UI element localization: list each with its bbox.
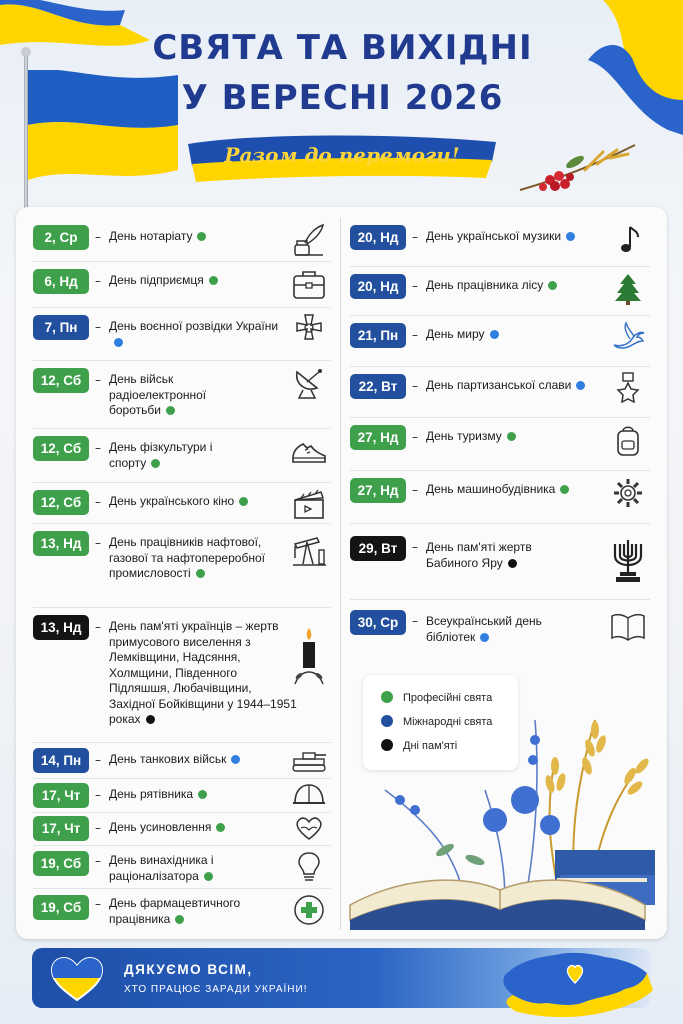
dash: – [412,614,418,628]
date-badge: 7, Пн [33,315,89,340]
holiday-label-text: День миру [426,327,485,341]
thanks-line1: ДЯКУЄМО ВСІМ, [124,962,253,977]
holiday-label-text: День української музики [426,229,562,243]
music-note-icon [610,223,646,257]
holiday-label-text: День машинобудівника [426,482,556,496]
list-item [350,418,650,471]
category-dot [490,330,499,339]
date-badge: 12, Сб [33,490,89,515]
dash: – [412,430,418,444]
list-item [350,218,650,267]
star-medal-icon [610,372,646,406]
oil-pump-icon [291,534,327,568]
date-badge: 12, Сб [33,368,89,393]
holiday-label [426,614,576,645]
category-dot [480,633,489,642]
category-dot [508,559,517,568]
list-item [350,471,650,524]
date-badge: 20, Нд [350,225,406,250]
holiday-label-text: День українського кіно [109,494,235,508]
category-dot [548,281,557,290]
list-item [33,846,331,889]
dash: – [95,274,101,288]
category-dot [151,459,160,468]
date-badge: 13, Нд [33,615,89,640]
dash: – [412,328,418,342]
books-flowers-illustration [345,700,665,935]
thanks-line2: ХТО ПРАЦЮЄ ЗАРАДИ УКРАЇНИ! [124,984,308,995]
menorah-icon [610,536,646,584]
sneaker-icon [291,434,327,468]
date-badge: 6, Нд [33,269,89,294]
list-item [33,308,331,361]
list-item [350,367,650,418]
medical-cross-icon [291,893,327,927]
fir-tree-icon [610,272,646,306]
dash: – [95,441,101,455]
dash: – [95,821,101,835]
heart-hands-icon [291,814,327,842]
holiday-label [426,229,616,245]
category-dot [198,790,207,799]
lightbulb-icon [291,850,327,884]
date-badge: 17, Чт [33,816,89,841]
holiday-label [109,787,299,803]
list-item [350,316,650,367]
date-badge: 14, Пн [33,748,89,773]
list-item [33,743,331,779]
list-item [33,361,331,429]
dash: – [412,230,418,244]
holiday-label-text: День воєнної розвідки України [109,319,279,333]
holiday-label [109,319,287,350]
memorial-candle-icon [291,626,327,686]
right-column [350,218,650,660]
holiday-label-text: День рятівника [109,787,194,801]
category-dot [166,406,175,415]
slogan-text: Разом до перемоги! [224,143,460,167]
dove-icon [610,321,646,355]
dash: – [95,536,101,550]
dash: – [95,230,101,244]
category-dot [114,338,123,347]
category-dot [175,915,184,924]
list-item [350,524,650,600]
date-badge: 27, Нд [350,478,406,503]
date-badge: 29, Вт [350,536,406,561]
date-badge: 12, Сб [33,436,89,461]
legend-label: Міжнародні свята [403,716,493,728]
list-item [350,600,650,660]
holiday-label-text: День туризму [426,429,502,443]
category-dot [146,715,155,724]
list-item [350,267,650,316]
holiday-label [426,327,616,343]
date-badge: 27, Нд [350,425,406,450]
dash: – [95,620,101,634]
viburnum-berries-icon [515,140,640,200]
holiday-label [426,429,616,445]
date-badge: 13, Нд [33,531,89,556]
holiday-label [109,372,259,419]
holiday-label-text: День нотаріату [109,229,193,243]
holiday-label [426,540,576,571]
tank-icon [291,745,327,775]
dash: – [95,320,101,334]
category-dot [196,569,205,578]
list-item [33,429,331,483]
dash: – [95,788,101,802]
dash: – [95,495,101,509]
open-book-icon [610,610,646,644]
holiday-label-text: День працівника лісу [426,278,544,292]
holiday-label-text: День пам'яті жертв Бабиного Яру [426,540,532,570]
list-item [33,483,331,524]
dash: – [95,854,101,868]
holiday-label-text: День винахідника і раціоналізатора [109,853,214,883]
holiday-label [426,378,616,394]
page-title-line2: У ВЕРЕСНІ 2026 [181,78,504,118]
list-item [33,813,331,846]
satellite-dish-icon [291,366,327,400]
holiday-label-text: День фізкультури і спорту [109,440,213,470]
column-divider [340,218,341,930]
heart-icon [50,956,104,1002]
list-item [33,262,331,308]
holiday-label-text: День партизанської слави [426,378,572,392]
holiday-label [426,482,616,498]
dash: – [412,279,418,293]
holiday-label [109,229,287,245]
list-item [33,524,331,608]
category-dot [204,872,213,881]
dash: – [412,540,418,554]
category-dot [209,276,218,285]
page-title-line1: СВЯТА ТА ВИХІДНІ [152,28,533,68]
date-badge: 17, Чт [33,783,89,808]
holiday-label-text: День танкових військ [109,752,227,766]
list-item [33,779,331,813]
clapperboard-icon [291,488,327,522]
holiday-label [109,535,279,582]
holiday-label-text: День військ радіоелектронної боротьби [109,372,207,417]
dash: – [412,379,418,393]
ukraine-map-icon [495,945,655,1020]
holiday-label [109,752,299,768]
intelligence-cross-icon [291,313,327,347]
date-badge: 19, Сб [33,851,89,876]
category-dot [566,232,575,241]
legend-label: Дні пам'яті [403,740,458,752]
category-dot [239,497,248,506]
holiday-label [109,619,299,728]
legend-label: Професійні свята [403,692,493,704]
flag-ribbon-right [573,0,683,140]
date-badge: 20, Нд [350,274,406,299]
category-dot [507,432,516,441]
holiday-label-text: Всеукраїнський день бібліотек [426,614,542,644]
briefcase-icon [291,267,327,301]
holiday-label [109,494,299,510]
category-dot [560,485,569,494]
date-badge: 19, Сб [33,895,89,920]
list-item [33,608,331,743]
holiday-label-text: День працівників нафтової, газової та нафтопереробної промисловості [109,535,265,580]
holiday-label [109,896,259,927]
category-dot [576,381,585,390]
holiday-label-text: День підприємця [109,273,204,287]
date-badge: 2, Ср [33,225,89,250]
category-dot [216,823,225,832]
dash: – [95,897,101,911]
gear-icon [610,476,646,510]
holiday-label-text: День усиновлення [109,820,212,834]
dash: – [412,483,418,497]
slogan-banner [182,130,502,186]
date-badge: 21, Пн [350,323,406,348]
holiday-label [109,820,299,836]
date-badge: 30, Ср [350,610,406,635]
category-dot [197,232,206,241]
quill-inkwell-icon [291,223,327,257]
holiday-label [109,853,259,884]
left-column [33,218,331,930]
list-item [33,889,331,930]
dash: – [95,753,101,767]
rescuer-helmet-icon [291,781,327,809]
holiday-label [109,440,249,471]
holiday-label [426,278,616,294]
date-badge: 22, Вт [350,374,406,399]
holiday-label-text: День фармацевтичного працівника [109,896,241,926]
dash: – [95,373,101,387]
holiday-label [109,273,287,289]
list-item [33,218,331,262]
backpack-icon [610,423,646,457]
category-dot [231,755,240,764]
holiday-label-text: День пам'яті українців – жертв примусового виселення з Лемківщини, Надсяння, Холмщини, Південного Підляшшя, Любачівщини, Західної Бойківщини у 1944–1951 роках [109,619,297,726]
